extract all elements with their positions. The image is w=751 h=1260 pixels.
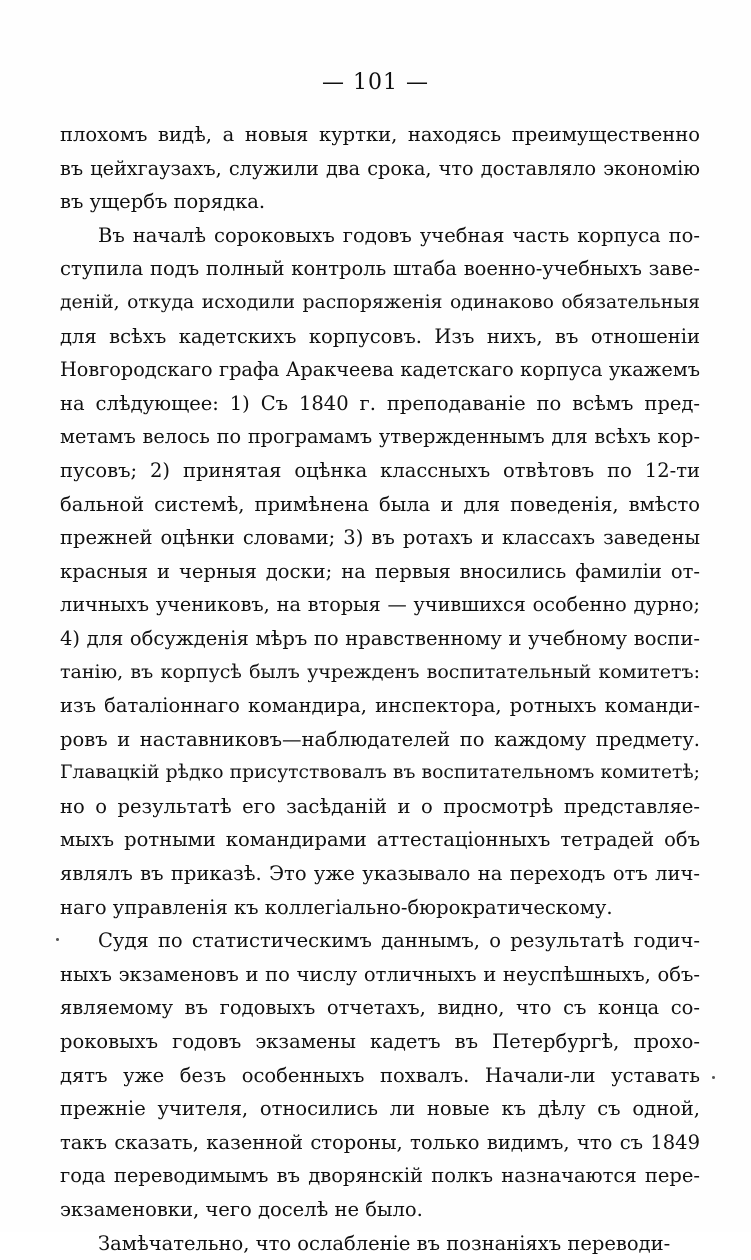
text-line: роковыхъ годовъ экзамены кадетъ въ Петербургѣ, прохо-: [60, 1030, 700, 1054]
text-line: прежніе учителя, относились ли новые къ дѣлу съ одной,: [60, 1097, 700, 1121]
text-line: такъ сказать, казенной стороны, только видимъ, что съ 1849: [60, 1130, 700, 1154]
text-line: личныхъ учениковъ, на вторыя — учившихся особенно дурно;: [60, 593, 700, 617]
print-speck: [56, 938, 59, 941]
paragraph: [60, 219, 700, 924]
body-text: [60, 118, 700, 1260]
paragraph: [60, 924, 700, 1226]
text-line: 4) для обсужденія мѣръ по нравственному и учебному воспи-: [60, 626, 700, 650]
page-number: — 101 —: [322, 70, 429, 95]
text-line: экзаменовки, чего доселѣ не было.: [60, 1198, 423, 1221]
text-line: красныя и черныя доски; на первыя вносились фамиліи от-: [60, 559, 700, 583]
text-line: изъ баталіоннаго командира, инспектора, ротныхъ команди-: [60, 694, 700, 718]
text-line: Замѣчательно, что ослабленіе въ познаніяхъ переводи-: [98, 1231, 671, 1255]
text-line: Судя по статистическимъ даннымъ, о результатѣ годич-: [98, 929, 700, 953]
text-line: для всѣхъ кадетскихъ корпусовъ. Изъ нихъ, въ отношеніи: [60, 324, 700, 348]
text-line: ступила подъ полный контроль штаба военно-учебныхъ заве-: [60, 257, 700, 281]
text-line: бальной системѣ, примѣнена была и для поведенія, вмѣсто: [60, 492, 700, 516]
text-line: ныхъ экзаменовъ и по числу отличныхъ и неуспѣшныхъ, объ-: [60, 962, 700, 986]
text-line: мыхъ ротными командирами аттестаціонныхъ тетрадей объ: [60, 828, 700, 852]
text-line: ровъ и наставниковъ—наблюдателей по каждому предмету.: [60, 727, 700, 751]
text-line: являемому въ годовыхъ отчетахъ, видно, что съ конца со-: [60, 996, 700, 1020]
text-line: въ ущербъ порядка.: [60, 190, 266, 214]
text-line: пусовъ; 2) принятая оцѣнка классныхъ отвѣтовъ по 12-ти: [60, 458, 700, 482]
text-line: на слѣдующее: 1) Съ 1840 г. преподаваніе по всѣмъ пред-: [60, 391, 700, 415]
text-line: Главацкій рѣдко присутствовалъ въ воспитательномъ комитетѣ;: [60, 762, 700, 784]
text-line: но о результатѣ его засѣданій и о просмотрѣ представляе-: [60, 794, 700, 818]
text-line: Въ началѣ сороковыхъ годовъ учебная часть корпуса по-: [98, 223, 700, 247]
text-line: Новгородскаго графа Аракчеева кадетскаго корпуса укажемъ: [60, 358, 700, 382]
text-line: метамъ велось по програмамъ утвержденнымъ для всѣхъ кор-: [60, 425, 700, 449]
text-line: плохомъ видѣ, а новыя куртки, находясь преимущественно: [60, 123, 700, 146]
text-line: въ цейхгаузахъ, служили два срока, что доставляло экономію: [60, 156, 700, 180]
text-line: наго управленія къ коллегіально-бюрократическому.: [60, 895, 613, 919]
paragraph: [60, 118, 700, 219]
text-line: прежней оцѣнки словами; 3) въ ротахъ и классахъ заведены: [60, 526, 700, 550]
text-line: дятъ уже безъ особенныхъ похвалъ. Начали-ли уставать: [60, 1063, 700, 1087]
text-line: деній, откуда исходили распоряженія одинаково обязательныя: [60, 291, 700, 313]
text-line: танію, въ корпусѣ былъ учрежденъ воспитательный комитетъ:: [60, 660, 700, 683]
text-line: года переводимымъ въ дворянскій полкъ назначаются пере-: [60, 1164, 700, 1188]
text-line: являлъ въ приказѣ. Это уже указывало на переходъ отъ лич-: [60, 862, 700, 886]
print-speck: [712, 1076, 715, 1079]
